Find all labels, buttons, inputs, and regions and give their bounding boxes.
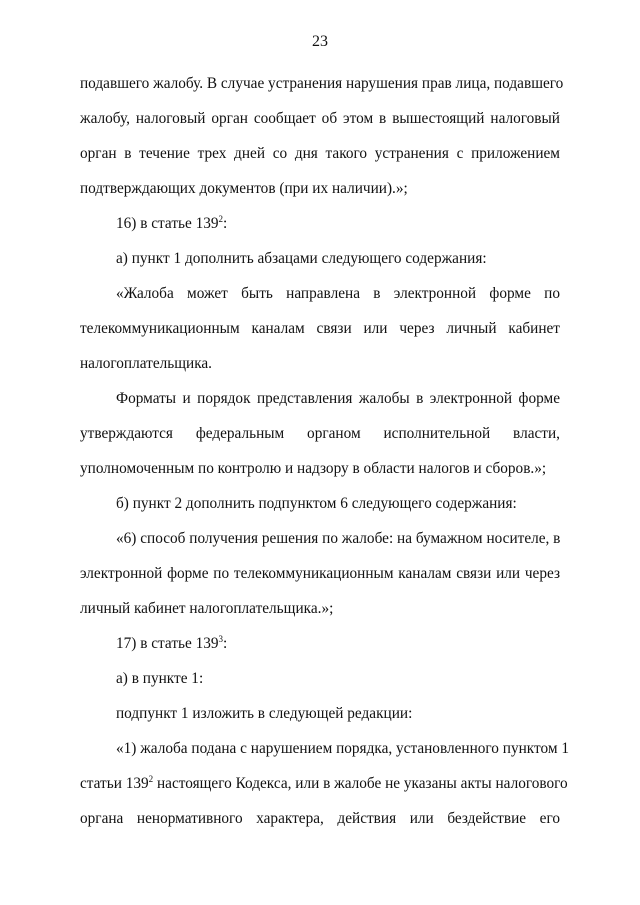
text-line: налогоплательщика. [80,355,213,372]
text-line [116,214,560,234]
text-line: подпункт 1 изложить в следующей редакции: [116,705,413,722]
text-fragment: статьи 139 [80,775,149,792]
text-line: «1) жалоба подана с нарушением порядка, установленного пунктом 1 [116,740,570,757]
text-line: личный кабинет налогоплательщика.»; [80,600,334,617]
text-line: «Жалоба может быть направлена в электронной форме по [116,285,560,302]
text-fragment: 16) в статье 139 [116,215,219,232]
text-line: а) в пункте 1: [116,670,204,687]
text-line: «6) способ получения решения по жалобе: на бумажном носителе, в [116,530,561,547]
text-fragment: настоящего Кодекса, или в жалобе не указаны акты налогового [153,775,568,792]
text-line: б) пункт 2 дополнить подпунктом 6 следующего содержания: [116,495,517,512]
text-line [116,634,560,654]
superscript: 3 [218,634,224,644]
text-line: подавшего жалобу. В случае устранения нарушения прав лица, подавшего [80,75,564,92]
text-line: орган в течение трех дней со дня такого устранения с приложением [80,145,560,162]
text-line: утверждаются федеральным органом исполнительной власти, [80,425,560,442]
text-fragment: : [223,635,228,652]
text-line: органа ненормативного характера, действия или бездействие его [80,810,560,827]
page-number: 23 [312,33,328,50]
text-fragment: : [223,215,228,232]
superscript: 2 [148,774,154,784]
text-line [80,774,568,794]
text-line: телекоммуникационным каналам связи или через личный кабинет [80,320,560,337]
text-line: электронной форме по телекоммуникационным каналам связи или через [80,565,560,582]
text-fragment: 17) в статье 139 [116,635,219,652]
text-line: Форматы и порядок представления жалобы в электронной форме [116,390,560,407]
text-line: уполномоченным по контролю и надзору в области налогов и сборов.»; [80,460,547,477]
text-line: жалобу, налоговый орган сообщает об этом в вышестоящий налоговый [80,110,560,127]
text-line: подтверждающих документов (при их наличии).»; [80,180,408,197]
superscript: 2 [218,214,224,224]
text-line: а) пункт 1 дополнить абзацами следующего содержания: [116,250,487,267]
